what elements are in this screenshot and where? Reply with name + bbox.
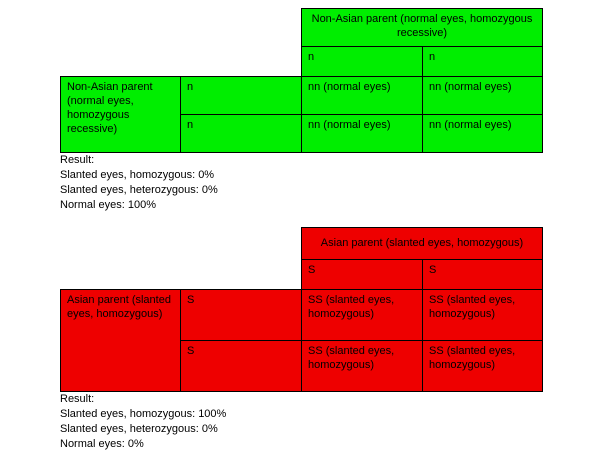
table2-result-line: Slanted eyes, heterozygous: 0%: [60, 423, 218, 435]
table2-result: [60, 392, 226, 452]
table1-result: [60, 153, 218, 213]
table2-cell-2-1: SS (slanted eyes, homozygous): [301, 340, 423, 392]
table2-result-line: Slanted eyes, homozygous: 100%: [60, 408, 227, 420]
table1-column-allele-1: n: [301, 46, 423, 77]
table2-row-allele-2: S: [180, 340, 302, 392]
table1-row-parent-header: Non-Asian parent (normal eyes, homozygous recessive): [60, 76, 181, 153]
table2-row-allele-1: S: [180, 289, 302, 341]
table1-cell-1-1: nn (normal eyes): [301, 76, 423, 115]
table1-column-parent-header: Non-Asian parent (normal eyes, homozygous recessive): [301, 8, 543, 47]
table2-column-allele-1: S: [301, 259, 423, 290]
table1-cell-2-2: nn (normal eyes): [422, 114, 543, 153]
table1-result-line: Normal eyes: 100%: [60, 199, 156, 211]
table2-row-parent-header: Asian parent (slanted eyes, homozygous): [60, 289, 181, 392]
table1-row-allele-1: n: [180, 76, 302, 115]
table2-cell-1-1: SS (slanted eyes, homozygous): [301, 289, 423, 341]
table2-cell-2-2: SS (slanted eyes, homozygous): [422, 340, 543, 392]
table1-row-allele-2: n: [180, 114, 302, 153]
table1-column-allele-2: n: [422, 46, 543, 77]
table1-result-title: Result:: [60, 154, 95, 166]
table1-result-line: Slanted eyes, heterozygous: 0%: [60, 184, 218, 196]
table2-column-allele-2: S: [422, 259, 543, 290]
table2-result-title: Result:: [60, 393, 95, 405]
table2-cell-1-2: SS (slanted eyes, homozygous): [422, 289, 543, 341]
table1-cell-1-2: nn (normal eyes): [422, 76, 543, 115]
table1-cell-2-1: nn (normal eyes): [301, 114, 423, 153]
table2-result-line: Normal eyes: 0%: [60, 438, 144, 450]
table2-column-parent-header: Asian parent (slanted eyes, homozygous): [301, 227, 543, 260]
table1-result-line: Slanted eyes, homozygous: 0%: [60, 169, 215, 181]
